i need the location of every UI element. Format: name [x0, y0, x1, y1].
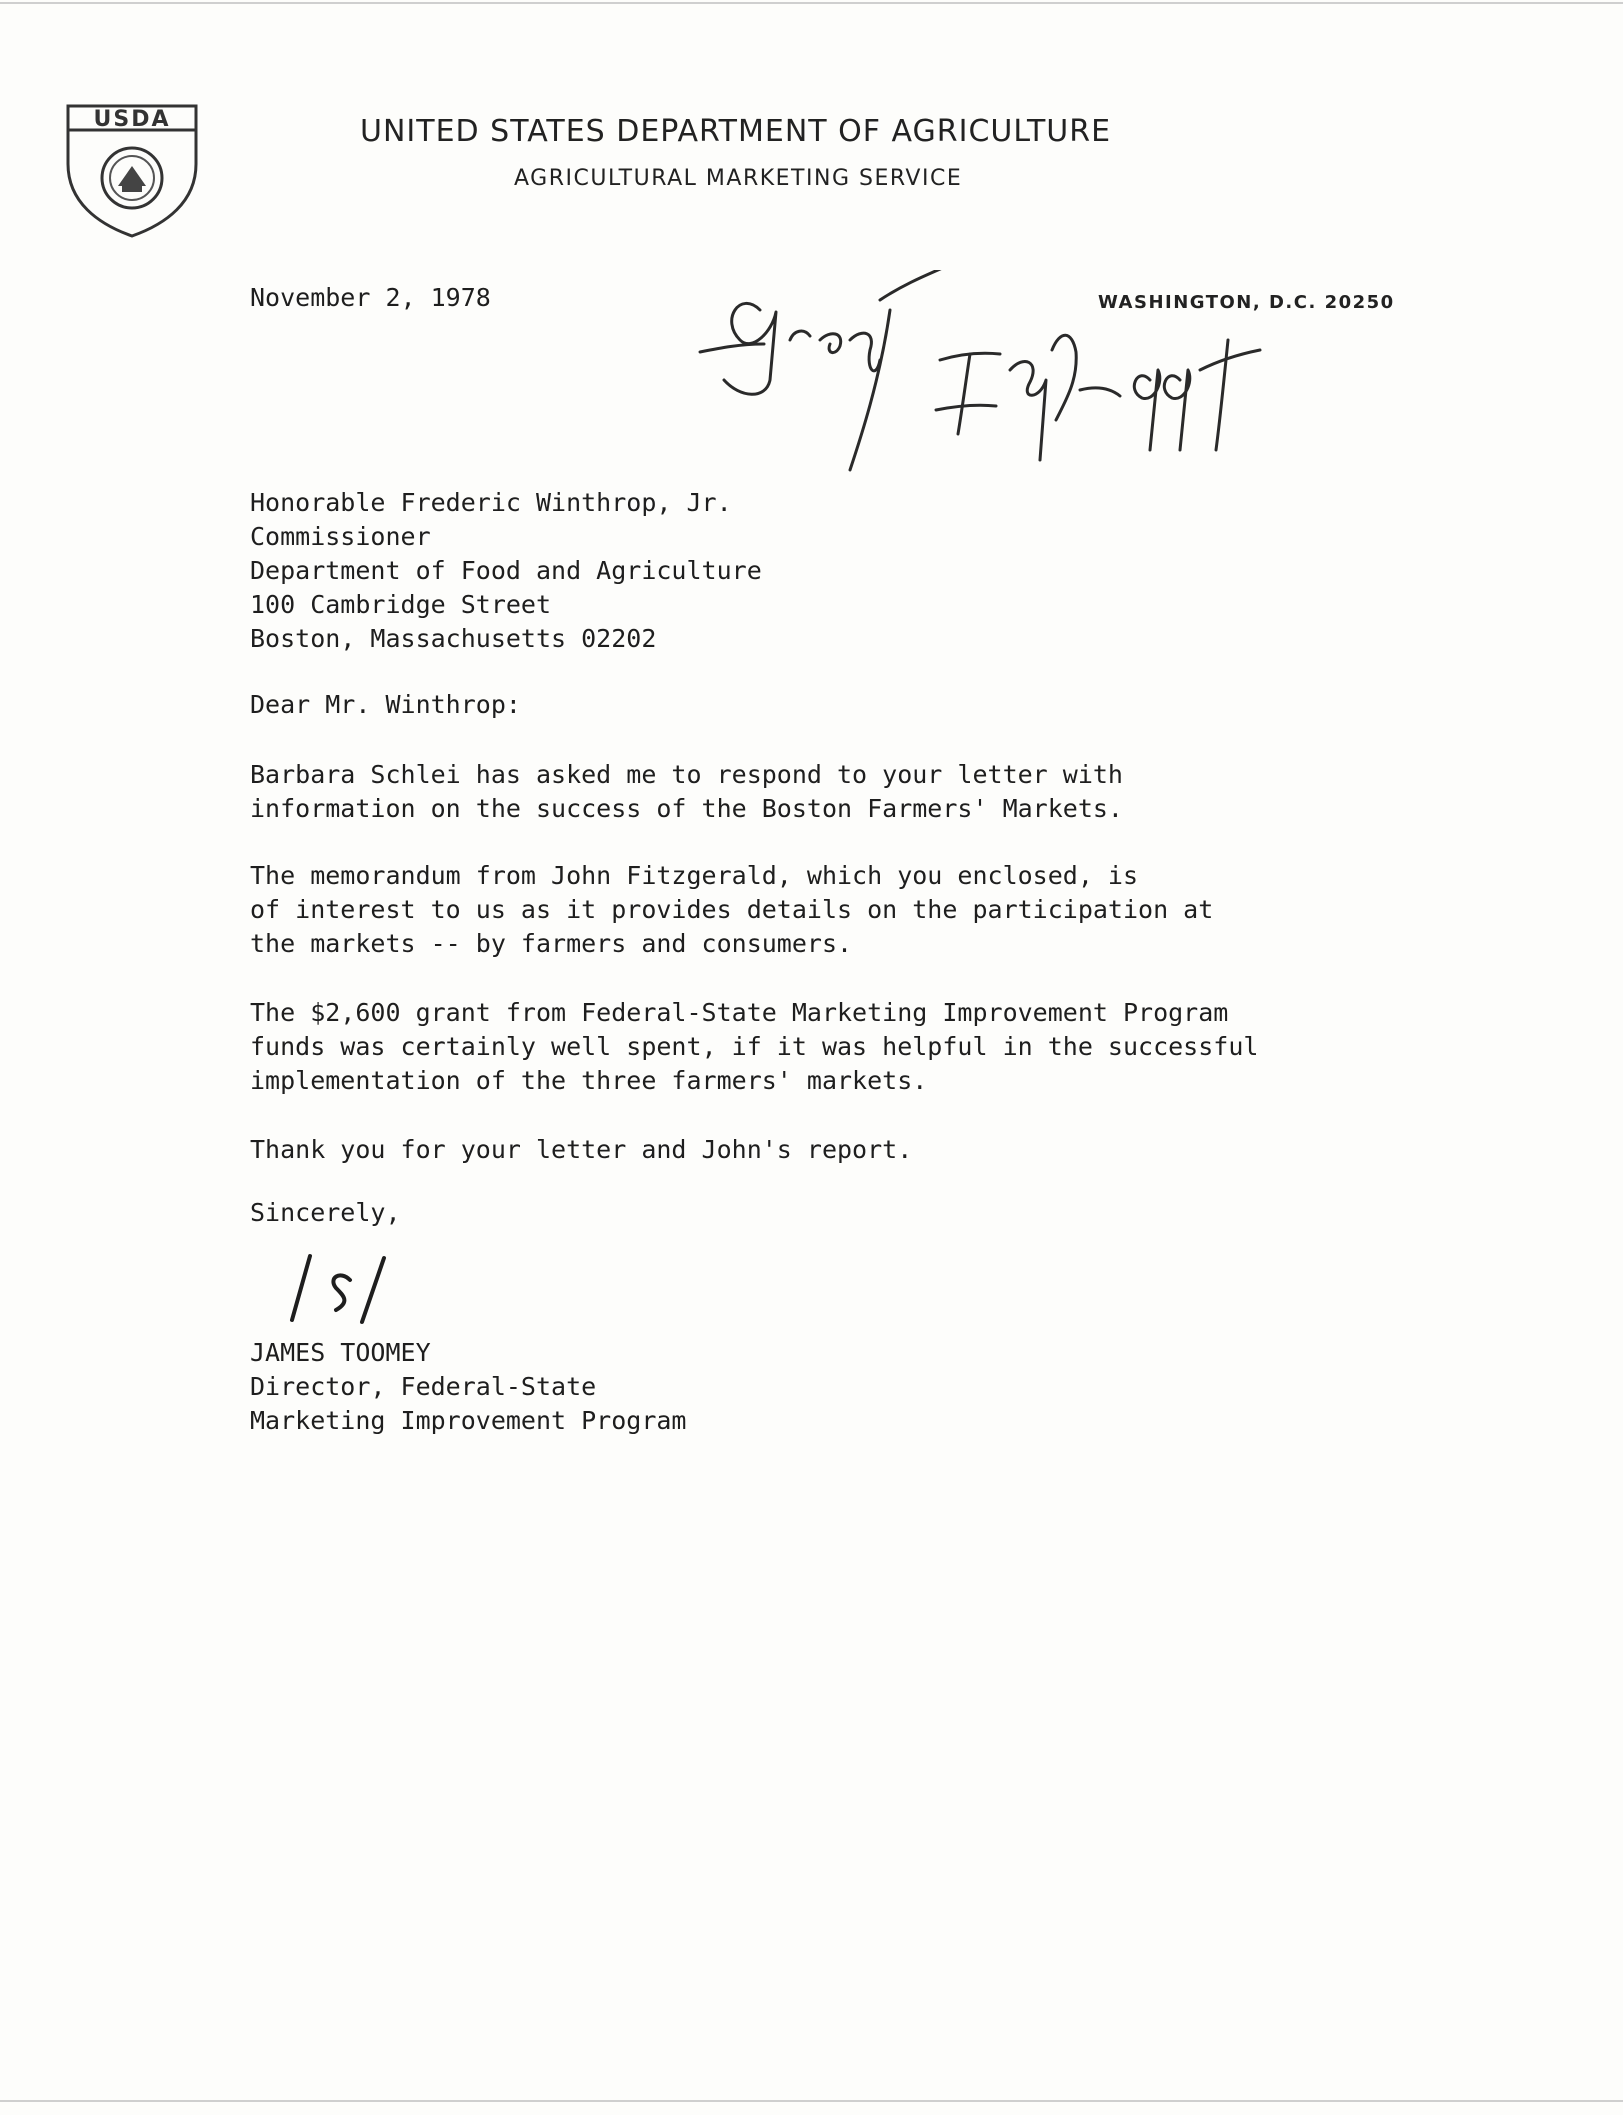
signatory-name: JAMES TOOMEY [250, 1338, 431, 1367]
salutation: Dear Mr. Winthrop: [250, 690, 521, 719]
top-edge [0, 2, 1623, 4]
recipient-line: Commissioner [250, 522, 431, 551]
paragraph-line: implementation of the three farmers' markets. [250, 1066, 928, 1095]
usda-seal-icon [62, 102, 202, 238]
recipient-line: Honorable Frederic Winthrop, Jr. [250, 488, 732, 517]
paragraph-line: Thank you for your letter and John's report. [250, 1135, 913, 1164]
paragraph-line: The memorandum from John Fitzgerald, which you enclosed, is [250, 861, 1139, 890]
service-name: AGRICULTURAL MARKETING SERVICE [514, 166, 963, 191]
paragraph-line: The $2,600 grant from Federal-State Marketing Improvement Program [250, 998, 1229, 1027]
handwritten-annotation [680, 270, 1320, 510]
recipient-line: Department of Food and Agriculture [250, 556, 762, 585]
signatory-title: Marketing Improvement Program [250, 1406, 687, 1435]
letter-date: November 2, 1978 [250, 283, 491, 312]
paragraph [250, 758, 1123, 826]
city-address: WASHINGTON, D.C. 20250 [1098, 292, 1395, 313]
paragraph-line: funds was certainly well spent, if it was helpful in the successful [250, 1032, 1259, 1061]
recipient-line: 100 Cambridge Street [250, 590, 552, 619]
paragraph [250, 996, 1258, 1098]
bottom-edge [0, 2100, 1623, 2102]
paragraph-line: of interest to us as it provides details on the participation at [250, 895, 1214, 924]
paragraph-line: information on the success of the Boston Farmers' Markets. [250, 794, 1123, 823]
recipient-address [250, 486, 762, 656]
closing: Sincerely, [250, 1198, 401, 1227]
agency-name: UNITED STATES DEPARTMENT OF AGRICULTURE [360, 114, 1112, 149]
paragraph-line: the markets -- by farmers and consumers. [250, 929, 853, 958]
paragraph [250, 859, 1213, 961]
paragraph-line: Barbara Schlei has asked me to respond to your letter with [250, 760, 1123, 789]
signatory-block [250, 1336, 687, 1438]
signatory-title: Director, Federal-State [250, 1372, 597, 1401]
seal-text: USDA [93, 107, 171, 132]
recipient-line: Boston, Massachusetts 02202 [250, 624, 657, 653]
signature-mark [280, 1250, 410, 1330]
paragraph [250, 1133, 912, 1167]
